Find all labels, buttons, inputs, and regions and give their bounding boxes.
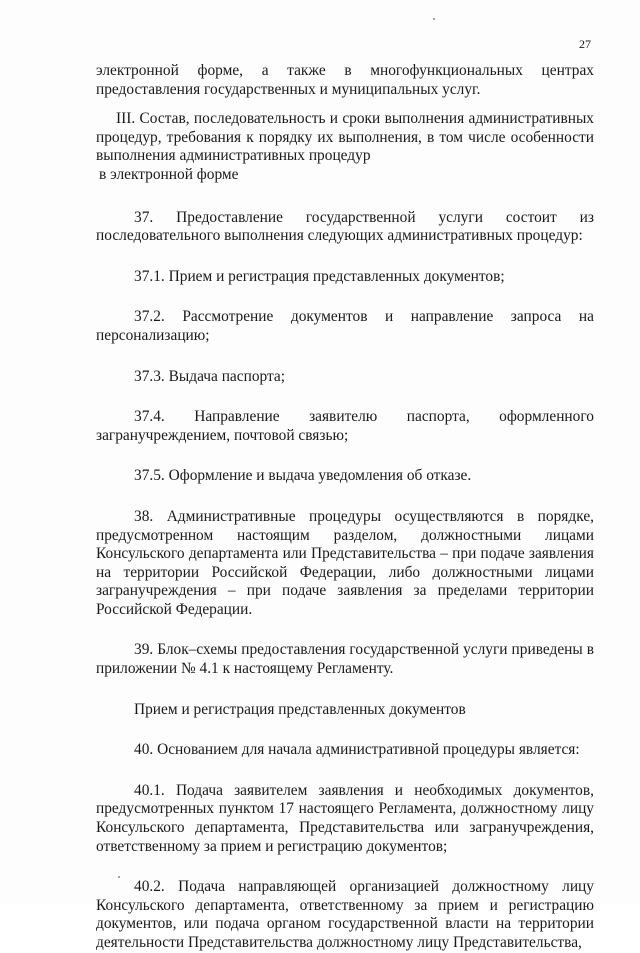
scan-speck xyxy=(433,18,435,20)
paragraph-40-2: 40.2. Подача направляющей организацией должностному лицу Консульского департамента, ответственному за прием и регистрацию документов, или подача органом государственной власти на территории деятельности Представительства должностному лицу Представительства, xyxy=(96,878,594,951)
paragraph-40-1: 40.1. Подача заявителем заявления и необходимых документов, предусмотренных пунктом 17 настоящего Регламента, должностному лицу Консульского департамента, Представительства или загранучреждения, ответственному за прием и регистрацию документов; xyxy=(96,781,594,855)
document-body xyxy=(96,62,594,953)
paragraph-37-2: 37.2. Рассмотрение документов и направление запроса на персонализацию; xyxy=(96,308,594,344)
paragraph-40: 40. Основанием для начала административной процедуры является: xyxy=(134,741,580,759)
paragraph-37-3: 37.3. Выдача паспорта; xyxy=(134,367,286,385)
paragraph-37-1: 37.1. Прием и регистрация представленных документов; xyxy=(134,267,505,285)
paragraph-37: 37. Предоставление государственной услуги состоит из последовательного выполнения следующих административных процедур: xyxy=(96,208,594,245)
paragraph-37-5: 37.5. Оформление и выдача уведомления об отказе. xyxy=(134,467,472,485)
section-heading: III. Состав, последовательность и сроки выполнения административных процедур, требования к порядку их выполнения, в том числе особенности выполнения административных процедур xyxy=(96,110,594,165)
section-heading-tail: в электронной форме xyxy=(99,165,239,183)
paragraph-39: 39. Блок–схемы предоставления государственной услуги приведены в приложении № 4.1 к настоящему Регламенту. xyxy=(96,641,594,678)
paragraph-continuation: электронной форме, а также в многофункциональных центрах предоставления государственных и муниципальных услуг. xyxy=(96,62,594,98)
subsection-heading: Прием и регистрация представленных документов xyxy=(134,700,466,718)
paragraph-37-4: 37.4. Направление заявителю паспорта, оформленного загранучреждением, почтовой связью; xyxy=(96,408,594,444)
page-number: 27 xyxy=(579,37,591,51)
paragraph-38: 38. Административные процедуры осуществляются в порядке, предусмотренном настоящим разделом, должностными лицами Консульского департамента или Представительства – при подаче заявления на территории Российской Федерации, либо должностными лицами загранучреждения – при подаче заявления за пределами территории Российской Федерации. xyxy=(96,507,594,618)
